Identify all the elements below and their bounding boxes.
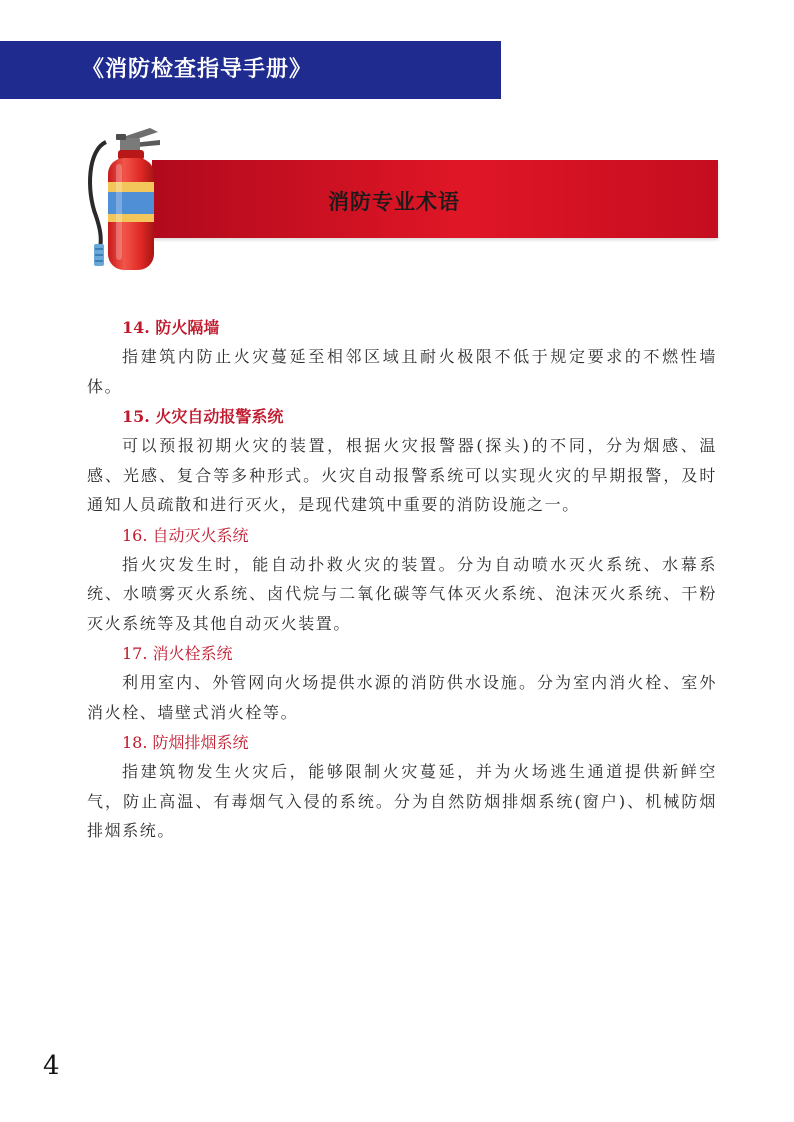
term-definition: 利用室内、外管网向火场提供水源的消防供水设施。分为室内消火栓、室外消火栓、墙壁式消火栓等。 xyxy=(87,673,717,722)
term-item xyxy=(87,729,717,846)
terms-list xyxy=(87,312,717,846)
term-definition: 指建筑内防止火灾蔓延至相邻区域且耐火极限不低于规定要求的不燃性墙体。 xyxy=(87,347,717,396)
term-heading: 15. 火灾自动报警系统 xyxy=(122,407,284,426)
term-definition: 指火灾发生时，能自动扑救火灾的装置。分为自动喷水灭火系统、水幕系统、水喷雾灭火系统、卤代烷与二氧化碳等气体灭火系统、泡沫灭火系统、干粉灭火系统等及其他自动灭火装置。 xyxy=(87,554,717,633)
term-item xyxy=(87,403,717,520)
term-definition: 可以预报初期火灾的装置，根据火灾报警器(探头)的不同，分为烟感、温感、光感、复合等多种形式。火灾自动报警系统可以实现火灾的早期报警，及时通知人员疏散和进行灭火，是现代建筑中重要的消防设施之一。 xyxy=(87,436,717,514)
term-item xyxy=(87,640,717,727)
term-heading: 14. 防火隔墙 xyxy=(122,318,220,337)
term-heading: 16. 自动灭火系统 xyxy=(122,525,249,545)
term-heading: 17. 消火栓系统 xyxy=(122,644,233,663)
term-definition: 指建筑物发生火灾后，能够限制火灾蔓延，并为火场逃生通道提供新鲜空气，防止高温、有毒烟气入侵的系统。分为自然防烟排烟系统(窗户)、机械防烟排烟系统。 xyxy=(87,762,717,840)
book-title: 《消防检查指导手册》 xyxy=(82,56,313,82)
section-title: 消防专业术语 xyxy=(328,189,460,214)
fire-extinguisher-icon xyxy=(80,120,172,275)
term-item xyxy=(87,522,717,639)
term-heading: 18. 防烟排烟系统 xyxy=(122,733,249,752)
term-item xyxy=(87,314,717,401)
page-number: 4 xyxy=(43,1051,60,1081)
